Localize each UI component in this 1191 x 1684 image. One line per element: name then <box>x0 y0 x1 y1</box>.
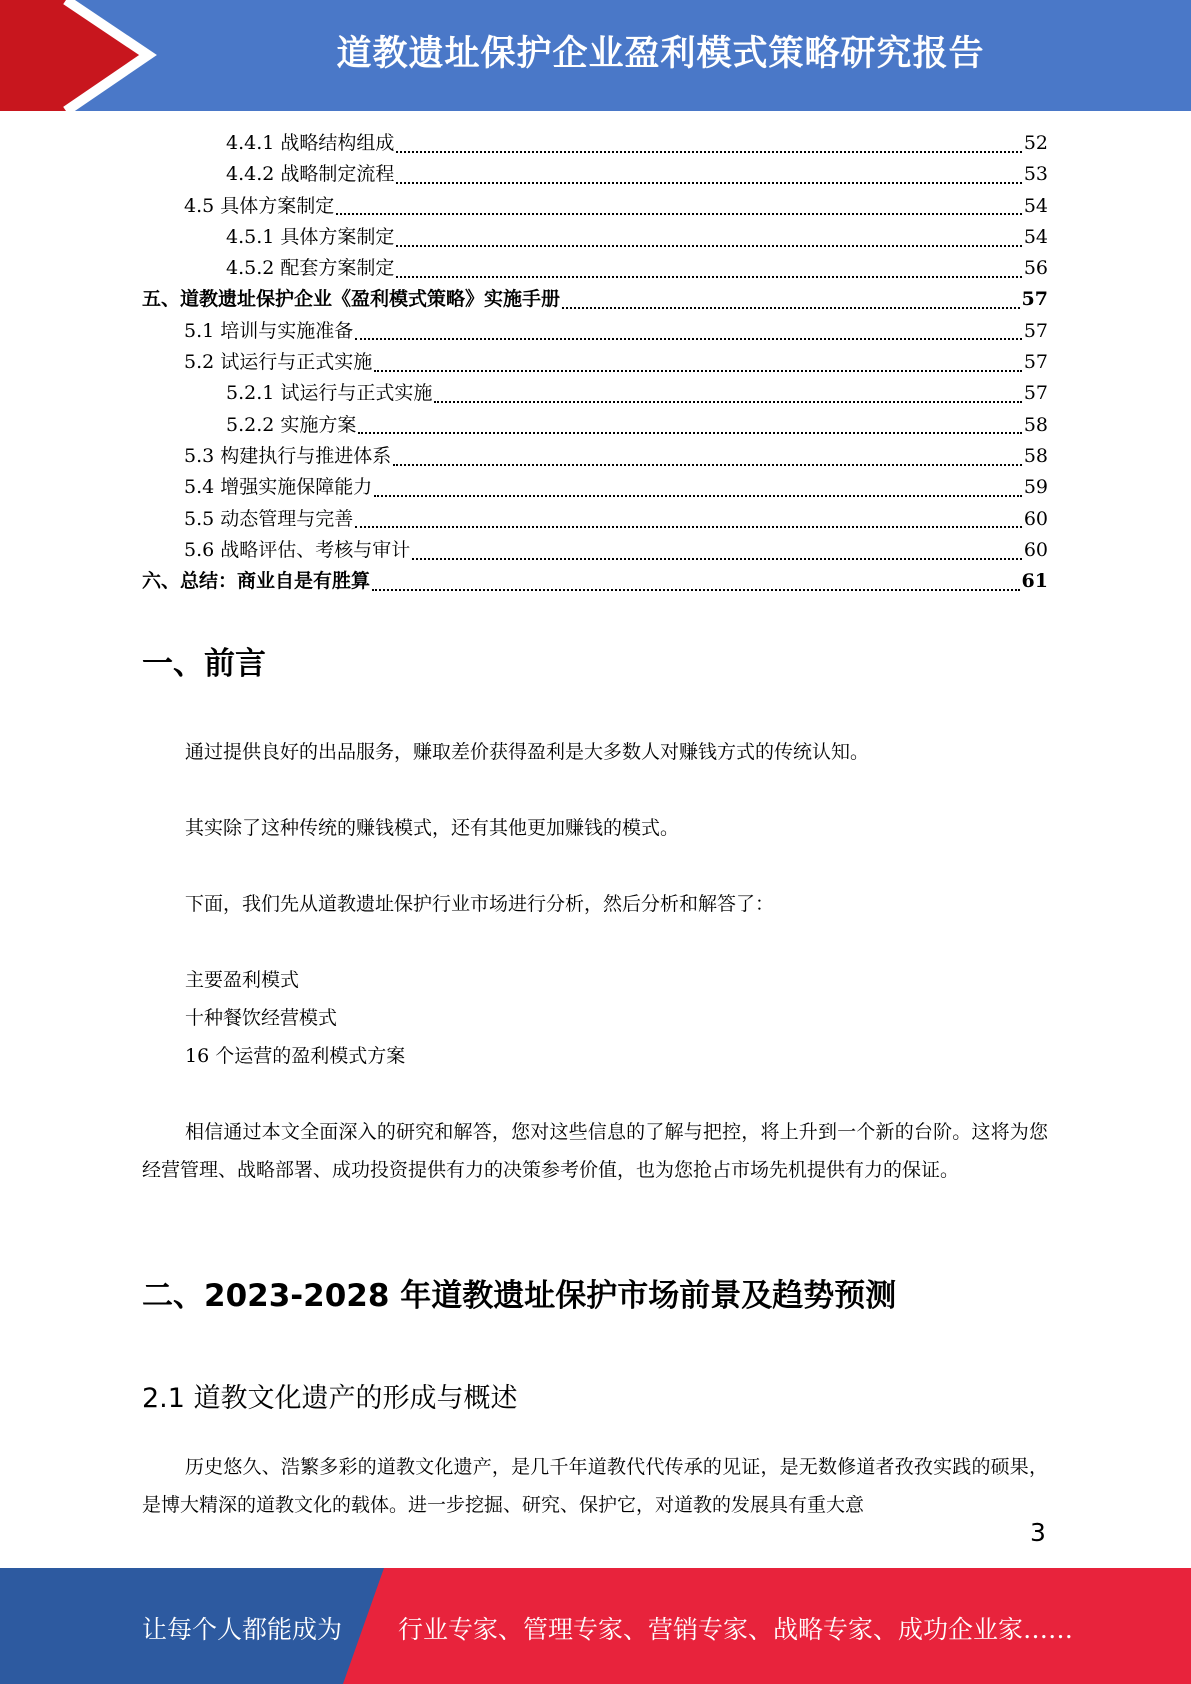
toc-dot-leader <box>396 182 1021 184</box>
toc-entry[interactable] <box>142 128 1048 159</box>
toc-entry[interactable] <box>142 159 1048 190</box>
toc-dot-leader <box>393 464 1022 466</box>
toc-entry[interactable] <box>142 566 1048 597</box>
toc-entry-label: 5.6 战略评估、考核与审计 <box>184 538 411 561</box>
list-item: 十种餐饮经营模式 <box>185 1007 338 1029</box>
toc-entry-page: 53 <box>1023 163 1048 186</box>
page-header <box>0 0 1191 111</box>
preface-paragraph-2: 其实除了这种传统的赚钱模式，还有其他更加赚钱的模式。 <box>185 817 680 839</box>
toc-dot-leader <box>372 589 1020 591</box>
toc-entry-page: 52 <box>1023 132 1048 154</box>
toc-entry[interactable] <box>142 472 1048 503</box>
toc-entry[interactable] <box>142 222 1048 253</box>
footer-slogan-left: 让每个人都能成为 <box>142 1615 343 1644</box>
toc-entry[interactable] <box>142 191 1048 222</box>
toc-entry-label: 六、总结：商业自是有胜算 <box>142 570 371 593</box>
toc-dot-leader <box>355 338 1022 340</box>
subsection-heading-2-1: 2.1 道教文化遗产的形成与概述 <box>142 1383 518 1414</box>
toc-entry-page: 54 <box>1023 194 1048 217</box>
toc-entry-page: 57 <box>1023 351 1048 374</box>
list-item: 主要盈利模式 <box>185 969 300 991</box>
toc-entry[interactable] <box>142 378 1048 409</box>
toc-entry-page: 60 <box>1023 538 1048 561</box>
toc-entry[interactable] <box>142 253 1048 284</box>
toc-dot-leader <box>374 370 1022 372</box>
preface-paragraph-1: 通过提供良好的出品服务，赚取差价获得盈利是大多数人对赚钱方式的传统认知。 <box>185 741 870 763</box>
toc-dot-leader <box>396 245 1021 247</box>
toc-dot-leader <box>562 307 1020 309</box>
toc-dot-leader <box>396 151 1021 153</box>
footer-slogan-right: 行业专家、管理专家、营销专家、战略专家、成功企业家…… <box>398 1615 1074 1644</box>
toc-entry-label: 5.1 培训与实施准备 <box>184 319 354 342</box>
toc-entry-page: 60 <box>1023 507 1048 530</box>
toc-dot-leader <box>358 432 1021 434</box>
preface-paragraph-4: 相信通过本文全面深入的研究和解答，您对这些信息的了解与把控，将上升到一个新的台阶。这将为您经营管理、战略部署、成功投资提供有力的决策参考价值，也为您抢占市场先机提供有力的保证。 <box>142 1121 1048 1181</box>
toc-entry-label: 4.4.2 战略制定流程 <box>226 163 395 186</box>
toc-dot-leader <box>412 558 1022 560</box>
toc-entry[interactable] <box>142 316 1048 347</box>
toc-entry-label: 5.5 动态管理与完善 <box>184 507 354 530</box>
toc-entry-page: 57 <box>1023 382 1048 405</box>
toc-entry-page: 59 <box>1023 476 1048 499</box>
toc-dot-leader <box>374 495 1022 497</box>
preface-paragraph-3: 下面，我们先从道教遗址保护行业市场进行分析，然后分析和解答了： <box>185 893 775 915</box>
toc-entry-label: 5.2 试运行与正式实施 <box>184 351 373 374</box>
toc-entry-page: 54 <box>1023 225 1048 248</box>
toc-entry-label: 4.5.1 具体方案制定 <box>226 225 395 248</box>
toc-entry[interactable] <box>142 410 1048 441</box>
page-number: 3 <box>1030 1518 1046 1547</box>
toc-entry-label: 4.5 具体方案制定 <box>184 194 335 217</box>
toc-entry[interactable] <box>142 504 1048 535</box>
table-of-contents <box>142 128 1048 597</box>
toc-entry-page: 58 <box>1023 413 1048 436</box>
toc-entry[interactable] <box>142 535 1048 566</box>
toc-entry-label: 4.5.2 配套方案制定 <box>226 257 395 280</box>
toc-entry-page: 56 <box>1023 257 1048 280</box>
toc-entry-page: 58 <box>1023 444 1048 467</box>
report-title: 道教遗址保护企业盈利模式策略研究报告 <box>336 34 985 74</box>
toc-entry[interactable] <box>142 347 1048 378</box>
toc-dot-leader <box>434 401 1021 403</box>
toc-entry-label: 5.3 构建执行与推进体系 <box>184 444 392 467</box>
toc-entry[interactable] <box>142 441 1048 472</box>
toc-entry[interactable] <box>142 284 1048 315</box>
toc-dot-leader <box>396 276 1021 278</box>
section-heading-preface: 一、前言 <box>142 646 266 682</box>
toc-entry-label: 五、道教遗址保护企业《盈利模式策略》实施手册 <box>142 288 561 311</box>
toc-entry-page: 57 <box>1023 319 1048 342</box>
toc-entry-label: 4.4.1 战略结构组成 <box>226 132 395 154</box>
toc-dot-leader <box>355 526 1022 528</box>
toc-entry-label: 5.2.2 实施方案 <box>226 413 357 436</box>
toc-entry-label: 5.4 增强实施保障能力 <box>184 476 373 499</box>
page-footer <box>0 1568 1191 1684</box>
toc-dot-leader <box>336 213 1022 215</box>
toc-entry-page: 61 <box>1021 570 1048 593</box>
list-item: 16 个运营的盈利模式方案 <box>185 1045 406 1067</box>
section-heading-market-outlook: 二、2023-2028 年道教遗址保护市场前景及趋势预测 <box>142 1278 897 1314</box>
toc-entry-page: 57 <box>1021 288 1048 311</box>
toc-entry-label: 5.2.1 试运行与正式实施 <box>226 382 433 405</box>
preface-list <box>185 961 405 1075</box>
section2-paragraph-1: 历史悠久、浩繁多彩的道教文化遗产，是几千年道教代代传承的见证，是无数修道者孜孜实践的硕果，是博大精深的道教文化的载体。进一步挖掘、研究、保护它，对道教的发展具有重大意 <box>142 1456 1048 1516</box>
